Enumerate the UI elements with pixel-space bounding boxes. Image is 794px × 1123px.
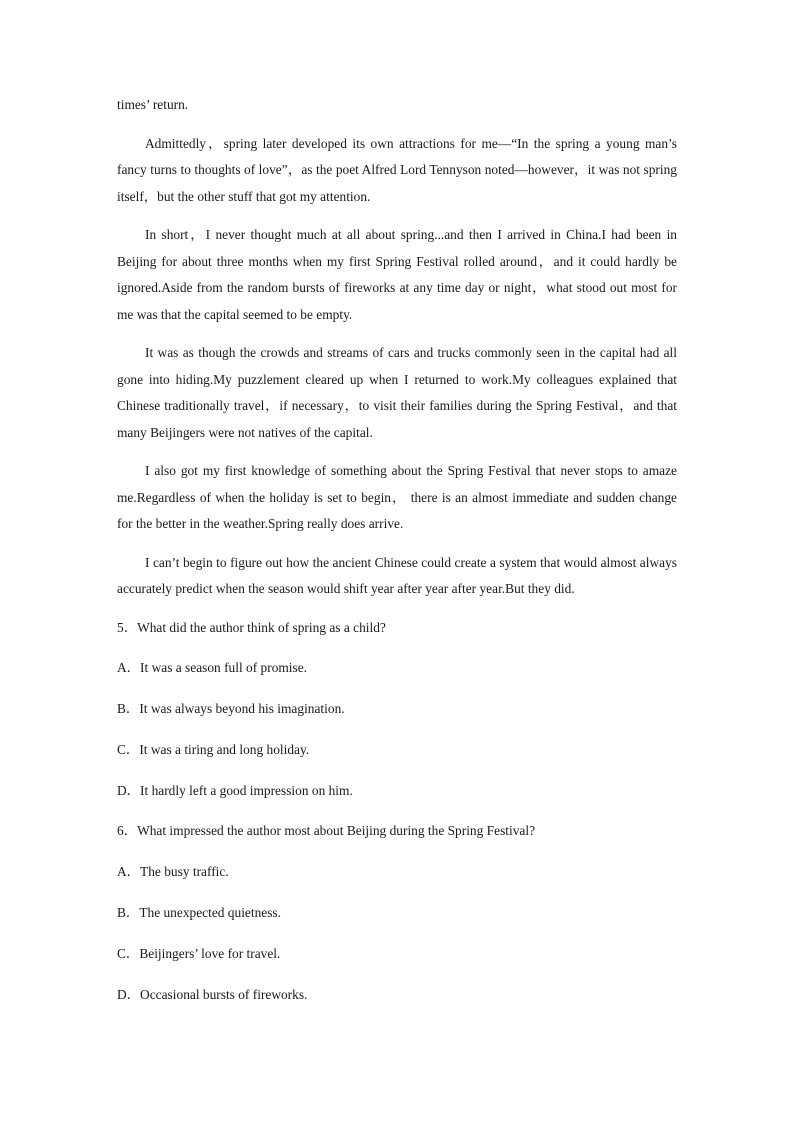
passage-paragraph-1: Admittedly，spring later developed its own attractions for me—“In the spring a young man’s fancy turns to thoughts of love”，as the poet Alfred Lord Tennyson noted—however，it was not spring itself，but the other stuff that got my attention. <box>117 135 677 204</box>
passage-paragraph-5: I can’t begin to figure out how the ancient Chinese could create a system that would almost always accurately predict when the season would shift year after year after year.But they did. <box>117 554 677 596</box>
question-5 <box>117 615 677 805</box>
passage-paragraph-4: I also got my first knowledge of something about the Spring Festival that never stops to amaze me.Regardless of when the holiday is set to begin， there is an almost immediate and sudden change for the better in the weather.Spring really does arrive. <box>117 463 677 531</box>
passage-continuation: times’ return. <box>117 97 189 112</box>
question-5-option-a[interactable]: A．It was a season full of promise. <box>117 660 308 676</box>
question-6-stem: 6．What impressed the author most about Beijing during the Spring Festival? <box>117 823 536 839</box>
passage-paragraph-3: It was as though the crowds and streams of cars and trucks commonly seen in the capital had all gone into hiding.My puzzlement cleared up when I returned to work.My colleagues explained that Chinese traditionally travel，if necessary，to visit their families during the Spring Festival，and that many Beijingers were not natives of the capital. <box>117 345 677 440</box>
document-page <box>117 92 677 1022</box>
question-5-option-b[interactable]: B．It was always beyond his imagination. <box>117 701 345 717</box>
question-6-option-d[interactable]: D．Occasional bursts of fireworks. <box>117 986 308 1002</box>
question-5-option-d[interactable]: D．It hardly left a good impression on him. <box>117 782 353 798</box>
question-5-option-c[interactable]: C．It was a tiring and long holiday. <box>117 741 310 757</box>
question-6-option-b[interactable]: B．The unexpected quietness. <box>117 905 281 921</box>
question-5-stem: 5．What did the author think of spring as a child? <box>117 619 386 635</box>
question-6-option-c[interactable]: C．Beijingers’ love for travel. <box>117 945 281 961</box>
question-6-option-a[interactable]: A．The busy traffic. <box>117 864 229 880</box>
passage-paragraph-2: In short，I never thought much at all about spring...and then I arrived in China.I had been in Beijing for about three months when my first Spring Festival rolled around，and it could hardly be ignored.Aside from the random bursts of fireworks at any time day or night，what stood out most for me was that the capital seemed to be empty. <box>117 227 677 322</box>
question-6 <box>117 818 677 1008</box>
